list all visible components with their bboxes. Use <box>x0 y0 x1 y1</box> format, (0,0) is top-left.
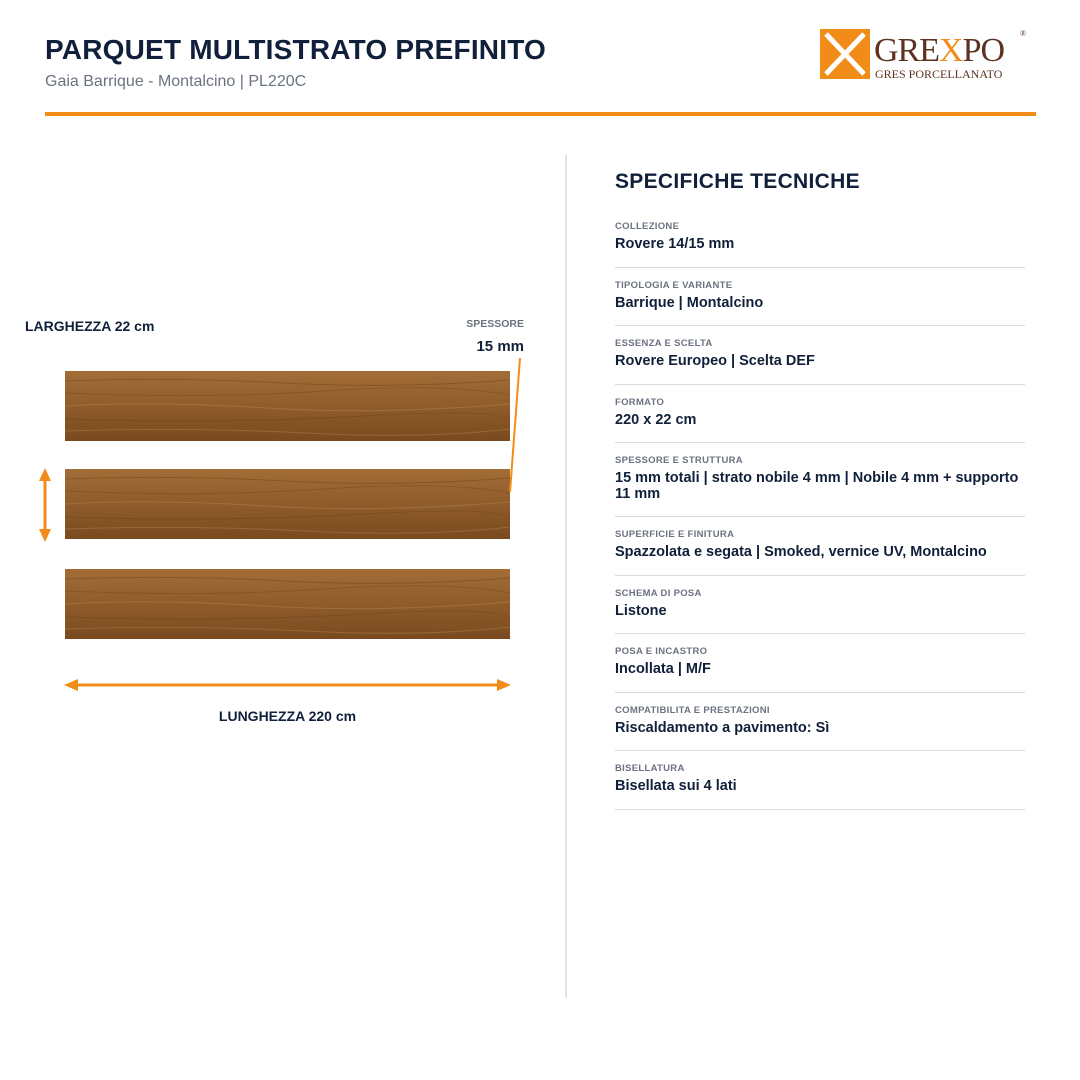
spec-item-formato <box>615 385 1025 444</box>
width-arrow-icon <box>39 468 51 542</box>
spec-label: COLLEZIONE <box>615 221 680 232</box>
page-subtitle: Gaia Barrique - Montalcino | PL220C <box>45 73 307 90</box>
length-label: LUNGHEZZA 220 cm <box>218 708 357 724</box>
spec-value: 220 x 22 cm <box>615 411 697 428</box>
spec-item-schema <box>615 576 1025 635</box>
spec-value: Bisellata sui 4 lati <box>615 778 737 794</box>
spec-item-superficie <box>615 517 1025 576</box>
wood-plank-3 <box>65 569 510 639</box>
spec-label: FORMATO <box>615 396 665 408</box>
spec-label: BISELLATURA <box>615 763 685 774</box>
spec-item-posa <box>615 634 1025 693</box>
spec-value: Rovere Europeo | Scelta DEF <box>615 353 815 369</box>
svg-text:GRES PORCELLANATO: GRES PORCELLANATO <box>875 67 1003 81</box>
column-divider <box>565 155 567 998</box>
specs-title: SPECIFICHE TECNICHE <box>615 170 860 193</box>
spec-label: POSA E INCASTRO <box>615 646 708 657</box>
thickness-leader-line <box>510 358 520 492</box>
wood-plank-1 <box>65 371 510 441</box>
spec-value: Spazzolata e segata | Smoked, vernice UV, Montalcino <box>615 544 987 560</box>
header-rule <box>45 112 1036 116</box>
svg-text:GREXPO: GREXPO <box>874 32 1005 69</box>
spec-value: Riscaldamento a pavimento: Sì <box>615 719 830 736</box>
spec-label: ESSENZA E SCELTA <box>615 338 713 349</box>
spec-label: SUPERFICIE E FINITURA <box>615 529 735 540</box>
spec-value: Listone <box>615 602 667 619</box>
spec-item-bisellatura <box>615 751 1025 810</box>
spec-item-essenza <box>615 326 1025 385</box>
spec-value: 15 mm totali | strato nobile 4 mm | Nobile 4 mm + supporto 11 mm <box>615 470 1019 502</box>
thickness-value: 15 mm <box>476 338 524 355</box>
spec-label: SPESSORE E STRUTTURA <box>615 455 743 466</box>
spec-value: Incollata | M/F <box>615 661 711 677</box>
wood-plank-2 <box>65 469 510 539</box>
thickness-heading: SPESSORE <box>466 318 524 330</box>
spec-label: TIPOLOGIA E VARIANTE <box>615 279 733 291</box>
spec-item-compatibilita <box>615 693 1025 752</box>
specs-list <box>615 209 1025 810</box>
spec-item-collezione <box>615 209 1025 268</box>
spec-item-tipologia <box>615 268 1025 327</box>
spec-value: Rovere 14/15 mm <box>615 236 735 252</box>
width-label: LARGHEZZA 22 cm <box>25 318 155 334</box>
spec-label: COMPATIBILITA E PRESTAZIONI <box>615 704 770 716</box>
svg-text:®: ® <box>1020 29 1027 38</box>
spec-item-spessore <box>615 443 1025 517</box>
spec-label: SCHEMA DI POSA <box>615 587 702 599</box>
length-arrow-icon <box>64 679 511 691</box>
spec-value: Barrique | Montalcino <box>615 294 764 311</box>
brand-logo <box>818 24 1028 84</box>
page-title: PARQUET MULTISTRATO PREFINITO <box>45 34 546 65</box>
